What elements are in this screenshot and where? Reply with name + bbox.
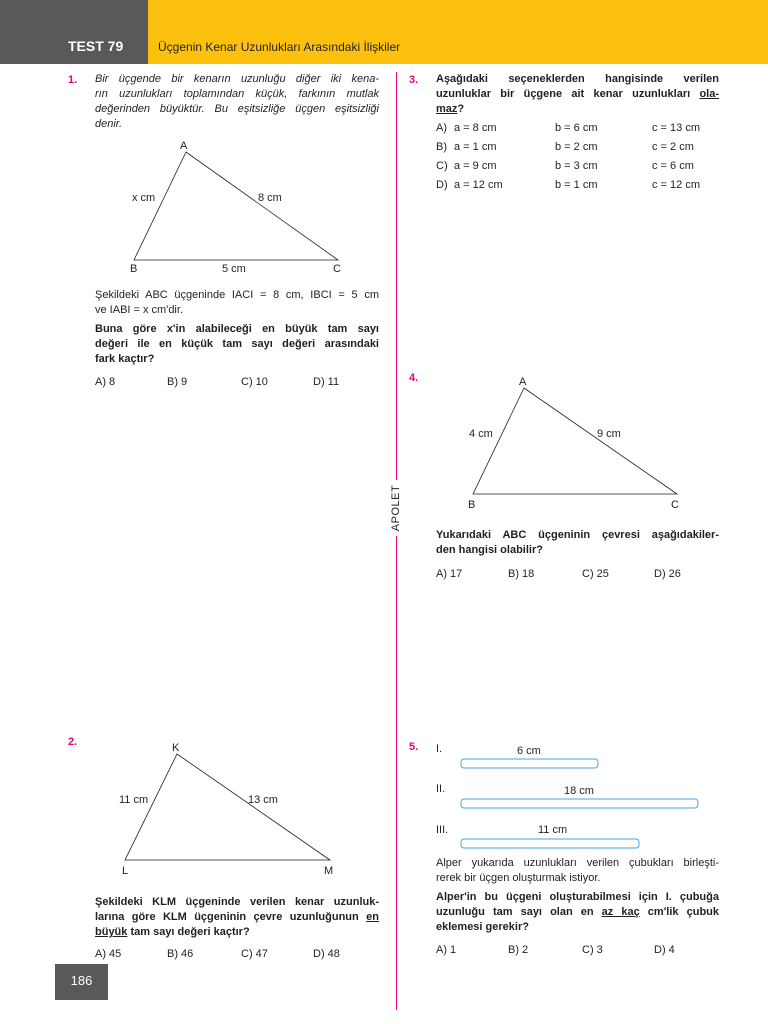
option-a[interactable]: A) 1 <box>436 944 457 956</box>
q2-underlined-word: en <box>366 911 379 923</box>
stick-iii <box>461 839 639 848</box>
option-side-c: c = 2 cm <box>652 141 694 153</box>
vertex-label: C <box>333 263 341 275</box>
q2-underlined-word: büyük <box>95 926 128 938</box>
stick-length-label: 18 cm <box>564 785 594 797</box>
option-b[interactable]: B) 18 <box>508 568 535 580</box>
option-c[interactable]: C) 10 <box>241 376 268 388</box>
option-side-b: b = 2 cm <box>555 141 598 153</box>
side-label: APOLET <box>390 480 402 536</box>
q4-question-line: Yukarıdaki ABC üçgeninin çevresi aşağıdakiler- <box>436 529 719 541</box>
q1-info-line: denir. <box>95 118 123 130</box>
vertex-label: K <box>172 742 180 754</box>
q4-question-line: den hangisi olabilir? <box>436 544 543 556</box>
q5-question-line: Alper'in bu üçgeni oluşturabilmesi için I. çubuğa <box>436 891 719 903</box>
stick-roman: II. <box>436 783 446 795</box>
q5-question <box>436 890 719 935</box>
option-b[interactable]: B) 2 <box>508 944 529 956</box>
vertex-label: L <box>122 865 129 877</box>
vertex-label: M <box>324 865 334 877</box>
q1-statement-line: Şekildeki ABC üçgeninde IACI = 8 cm, IBCI = 5 cm <box>95 289 379 301</box>
question-number: 3. <box>409 74 419 86</box>
stick-roman: I. <box>436 743 443 755</box>
option-side-c: c = 6 cm <box>652 160 694 172</box>
option-side-b: b = 6 cm <box>555 122 598 134</box>
q3-question-line: Aşağıdaki seçeneklerden hangisinde verilen <box>436 73 719 85</box>
q2-question-line: Şekildeki KLM üçgeninde verilen kenar uzunluk- <box>95 896 379 908</box>
vertex-label: C <box>671 499 679 511</box>
vertex-label: B <box>468 499 476 511</box>
option-label: C) <box>436 160 448 172</box>
option-label: D) <box>436 179 448 191</box>
q1-question-line: fark kaçtır? <box>95 353 155 365</box>
stick-roman: III. <box>436 824 449 836</box>
option-label: B) <box>436 141 447 153</box>
stick-ii <box>461 799 698 808</box>
vertex-label: B <box>130 263 138 275</box>
vertex-label: A <box>519 376 527 388</box>
q3-text-segment: ? <box>457 103 465 115</box>
test-label: TEST 79 <box>68 38 124 54</box>
page-number: 186 <box>70 973 93 988</box>
question-number: 4. <box>409 372 419 384</box>
q5-statement-line: Alper yukarıda uzunlukları verilen çubukları birleşti- <box>436 857 719 869</box>
q1-question-line: değeri ile en küçük tam sayı değeri arasındaki <box>95 338 379 350</box>
q5-statement-line: rerek bir üçgen oluşturmak istiyor. <box>436 872 601 884</box>
option-side-a: a = 8 cm <box>454 122 497 134</box>
option-side-c: c = 13 cm <box>652 122 700 134</box>
option-a[interactable]: A) 45 <box>95 948 122 960</box>
option-b[interactable]: B) 9 <box>167 376 188 388</box>
option-side-a: a = 12 cm <box>454 179 503 191</box>
option-side-b: b = 1 cm <box>555 179 598 191</box>
q1-info-line: rın uzunlukları toplamından küçük, farkının mutlak <box>95 88 379 100</box>
q5-question-line: eklemesi gerekir? <box>436 921 529 933</box>
option-label: A) <box>436 122 447 134</box>
q2-text-segment: tam sayı değeri kaçtır? <box>127 926 250 938</box>
option-d[interactable]: D) 26 <box>654 568 681 580</box>
side-length-label: 5 cm <box>222 263 246 275</box>
option-d[interactable]: D) 4 <box>654 944 675 956</box>
option-c[interactable]: C) 47 <box>241 948 268 960</box>
q2-text-segment: larına göre KLM üçgeninin çevre uzunluğunun <box>95 911 359 923</box>
side-length-label: 4 cm <box>469 428 493 440</box>
option-d[interactable]: D) 11 <box>313 376 340 388</box>
option-side-b: b = 3 cm <box>555 160 598 172</box>
q3-underlined-word: ola- <box>699 88 719 100</box>
q5-underlined-word: az kaç <box>601 906 640 918</box>
option-side-c: c = 12 cm <box>652 179 700 191</box>
question-number: 1. <box>68 74 78 86</box>
q3-text-segment: uzunluklar bir üçgene ait kenar uzunlukları <box>436 88 700 100</box>
stick-length-label: 11 cm <box>538 824 568 836</box>
question-number: 5. <box>409 741 419 753</box>
side-length-label: 13 cm <box>248 794 278 806</box>
stick-length-label: 6 cm <box>517 745 541 757</box>
q1-question-line: Buna göre x'in alabileceği en büyük tam sayı <box>95 323 379 335</box>
side-length-label: 11 cm <box>119 794 149 806</box>
page-title: Üçgenin Kenar Uzunlukları Arasındaki İlişkiler <box>158 40 401 54</box>
side-length-label: 8 cm <box>258 192 282 204</box>
option-side-a: a = 9 cm <box>454 160 497 172</box>
q1-info-line: değerinden büyüktür. Bu eşitsizliğe üçgen eşitsizliği <box>95 103 379 115</box>
option-a[interactable]: A) 17 <box>436 568 463 580</box>
q5-text-segment: uzunluğu tam sayı olan en <box>436 906 602 918</box>
q1-statement-line: ve IABI = x cm'dir. <box>95 304 183 316</box>
q5-text-segment: cm'lik çubuk <box>639 906 720 918</box>
q3-underlined-word: maz <box>436 103 458 115</box>
vertex-label: A <box>180 140 188 152</box>
option-side-a: a = 1 cm <box>454 141 497 153</box>
side-length-label: x cm <box>132 192 156 204</box>
option-b[interactable]: B) 46 <box>167 948 194 960</box>
option-d[interactable]: D) 48 <box>313 948 340 960</box>
q5-question-line <box>436 905 719 920</box>
question-number: 2. <box>68 736 78 748</box>
side-length-label: 9 cm <box>597 428 621 440</box>
q1-info-line: Bir üçgende bir kenarın uzunluğu diğer iki kena- <box>95 73 379 85</box>
option-a[interactable]: A) 8 <box>95 376 116 388</box>
q5-statement <box>436 856 719 886</box>
option-c[interactable]: C) 3 <box>582 944 603 956</box>
option-c[interactable]: C) 25 <box>582 568 609 580</box>
stick-i <box>461 759 598 768</box>
